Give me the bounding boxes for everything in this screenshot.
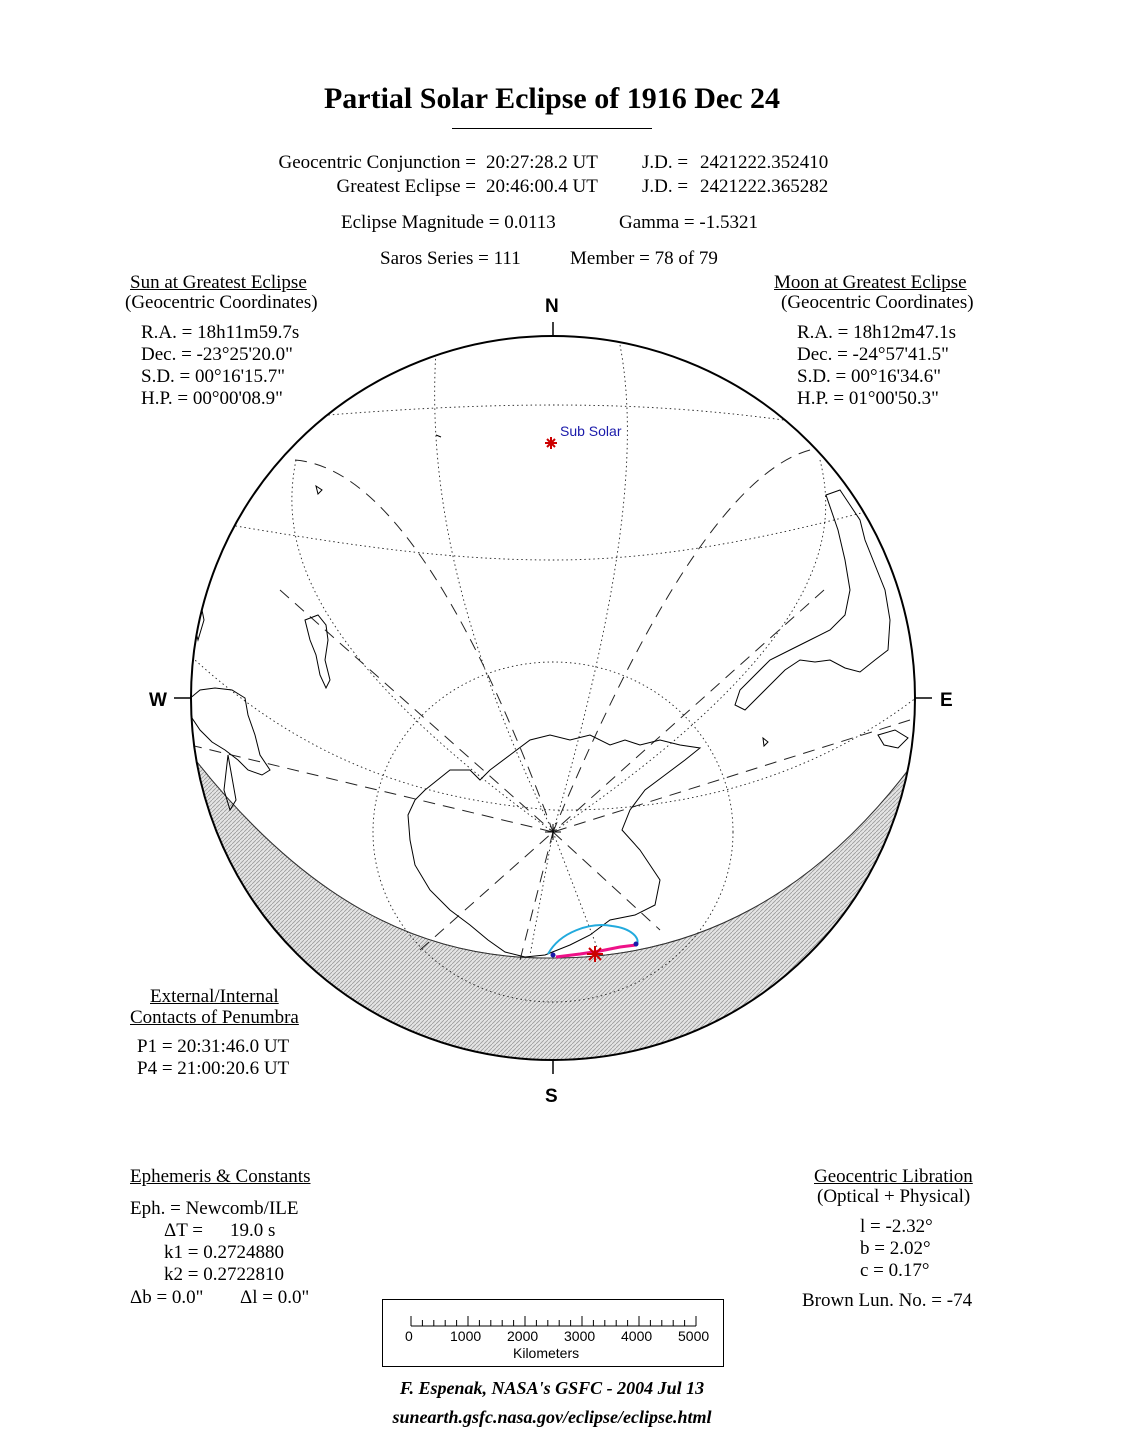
compass-north: N	[545, 296, 559, 317]
moon-subheading: (Geocentric Coordinates)	[781, 292, 974, 313]
p4-point	[634, 942, 639, 947]
scale-unit: Kilometers	[513, 1345, 580, 1361]
greatest-jd-label: J.D. =	[642, 176, 689, 197]
libration-subheading: (Optical + Physical)	[817, 1186, 971, 1207]
ephemeris-delta-l: Δl = 0.0"	[240, 1287, 310, 1308]
conjunction-jd-label: J.D. =	[642, 152, 689, 173]
scale-tick-4000: 4000	[621, 1328, 653, 1344]
moon-heading: Moon at Greatest Eclipse	[774, 272, 967, 293]
penumbral-contact-curve	[548, 925, 638, 954]
contacts-heading-2: Contacts of Penumbra	[130, 1007, 299, 1028]
ephemeris-delta-t-label: ΔT =	[164, 1220, 203, 1241]
sun-subheading: (Geocentric Coordinates)	[125, 292, 318, 313]
source-url: sunearth.gsfc.nasa.gov/eclipse/eclipse.html	[392, 1407, 712, 1427]
sun-hp: H.P. = 00°00'08.9"	[141, 388, 283, 409]
greatest-label: Greatest Eclipse =	[336, 176, 476, 197]
libration-b: b = 2.02°	[860, 1238, 931, 1259]
antarctica-coast	[408, 735, 700, 957]
moon-hp: H.P. = 01°00'50.3"	[797, 388, 939, 409]
moon-ra: R.A. = 18h12m47.1s	[797, 322, 957, 343]
contacts-heading-1: External/Internal	[150, 986, 279, 1007]
scale-tick-2000: 2000	[507, 1328, 539, 1344]
ephemeris-eph: Eph. = Newcomb/ILE	[130, 1198, 299, 1219]
p1-point	[551, 953, 556, 958]
sun-dec: Dec. = -23°25'20.0"	[141, 344, 293, 365]
australia-coast	[735, 490, 890, 710]
greatest-eclipse-marker	[587, 946, 603, 962]
ephemeris-delta-b: Δb = 0.0"	[130, 1287, 204, 1308]
libration-l: l = -2.32°	[860, 1216, 933, 1237]
distance-scale-bar	[382, 1299, 724, 1367]
ephemeris-delta-t-value: 19.0 s	[230, 1220, 276, 1241]
sun-ra: R.A. = 18h11m59.7s	[141, 322, 300, 343]
scale-tick-3000: 3000	[564, 1328, 596, 1344]
scale-tick-0: 0	[405, 1328, 413, 1344]
new-zealand-coast	[305, 615, 330, 688]
brown-lunation-number: Brown Lun. No. = -74	[802, 1290, 973, 1311]
page-title: Partial Solar Eclipse of 1916 Dec 24	[323, 82, 781, 115]
libration-heading: Geocentric Libration	[814, 1166, 973, 1187]
eclipse-magnitude: Eclipse Magnitude = 0.0113	[341, 212, 556, 233]
sub-solar-marker	[545, 437, 557, 449]
moon-sd: S.D. = 00°16'34.6"	[797, 366, 942, 387]
conjunction-jd: 2421222.352410	[700, 152, 829, 173]
libration-c: c = 0.17°	[860, 1260, 930, 1281]
scale-tick-1000: 1000	[450, 1328, 482, 1344]
saros-member: Member = 78 of 79	[570, 248, 718, 269]
moon-dec: Dec. = -24°57'41.5"	[797, 344, 949, 365]
ephemeris-k1: k1 = 0.2724880	[164, 1242, 284, 1263]
contact-p1: P1 = 20:31:46.0 UT	[137, 1036, 290, 1057]
sun-heading: Sun at Greatest Eclipse	[130, 272, 307, 293]
compass-west: W	[149, 690, 167, 711]
greatest-time: 20:46:00.4 UT	[486, 176, 598, 197]
compass-east: E	[940, 690, 953, 711]
contact-p4: P4 = 21:00:20.6 UT	[137, 1058, 290, 1079]
saros-series: Saros Series = 111	[380, 248, 521, 269]
ephemeris-k2: k2 = 0.2722810	[164, 1264, 284, 1285]
compass-south: S	[545, 1086, 558, 1107]
gamma: Gamma = -1.5321	[619, 212, 758, 233]
sun-sd: S.D. = 00°16'15.7"	[141, 366, 286, 387]
conjunction-label: Geocentric Conjunction =	[278, 152, 476, 173]
sub-solar-label: Sub Solar	[560, 423, 622, 439]
scale-tick-5000: 5000	[678, 1328, 710, 1344]
conjunction-time: 20:27:28.2 UT	[486, 152, 598, 173]
ephemeris-heading: Ephemeris & Constants	[130, 1166, 311, 1187]
greatest-jd: 2421222.365282	[700, 176, 829, 197]
credit: F. Espenak, NASA's GSFC - 2004 Jul 13	[399, 1378, 705, 1398]
